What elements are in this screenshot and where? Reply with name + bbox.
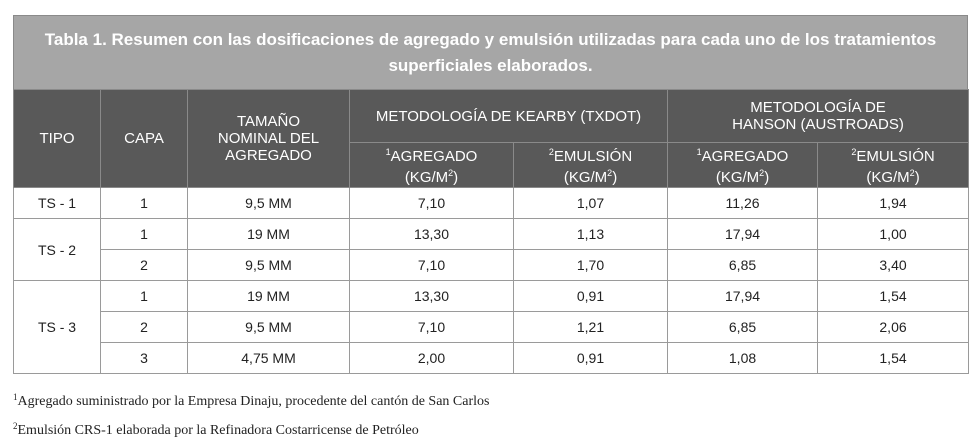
- dosage-table: [13, 89, 969, 374]
- footnote-mark: 1: [696, 147, 702, 157]
- cell-kearby-agregado: 2,00: [350, 343, 514, 374]
- header-kearby-agregado: [350, 143, 514, 188]
- cell-tipo: TS - 2: [14, 219, 101, 281]
- cell-hanson-agregado: 17,94: [668, 281, 818, 312]
- cell-capa: 1: [101, 188, 188, 219]
- footnotes: [13, 385, 489, 443]
- table-row: [14, 312, 969, 343]
- footnote-1: [13, 385, 489, 414]
- cell-tamano: 9,5 MM: [188, 188, 350, 219]
- footnote-mark: 2: [851, 147, 857, 157]
- table-row: [14, 281, 969, 312]
- cell-hanson-agregado: 6,85: [668, 312, 818, 343]
- cell-kearby-agregado: 13,30: [350, 281, 514, 312]
- unit-label: (KG/M: [715, 169, 760, 186]
- subheader-label: AGREGADO: [701, 148, 789, 165]
- header-tipo: TIPO: [14, 90, 101, 188]
- cell-hanson-emulsion: 2,06: [818, 312, 969, 343]
- header-kearby: METODOLOGÍA DE KEARBY (TXDOT): [350, 90, 668, 143]
- cell-hanson-emulsion: 1,54: [818, 343, 969, 374]
- header-hanson-agregado: [668, 143, 818, 188]
- cell-kearby-emulsion: 1,70: [514, 250, 668, 281]
- subheader-label: AGREGADO: [390, 148, 478, 165]
- cell-kearby-emulsion: 1,13: [514, 219, 668, 250]
- unit-exponent: 2: [909, 168, 915, 178]
- cell-tipo: TS - 1: [14, 188, 101, 219]
- header-hanson-emulsion: [818, 143, 969, 188]
- unit-label: (KG/M: [563, 169, 608, 186]
- cell-capa: 1: [101, 281, 188, 312]
- unit-exponent: 2: [448, 168, 454, 178]
- unit-label: (KG/M: [866, 169, 910, 186]
- cell-hanson-emulsion: 1,54: [818, 281, 969, 312]
- header-kearby-emulsion: [514, 143, 668, 188]
- cell-kearby-emulsion: 1,21: [514, 312, 668, 343]
- cell-hanson-agregado: 1,08: [668, 343, 818, 374]
- table-row: [14, 250, 969, 281]
- cell-hanson-agregado: 11,26: [668, 188, 818, 219]
- cell-capa: 2: [101, 250, 188, 281]
- cell-kearby-emulsion: 0,91: [514, 343, 668, 374]
- cell-tamano: 9,5 MM: [188, 250, 350, 281]
- unit-close: ): [914, 169, 920, 186]
- header-tamano: [188, 90, 350, 188]
- header-capa: CAPA: [101, 90, 188, 188]
- footnote-text: Agregado suministrado por la Empresa Dinaju, procedente del cantón de San Carlos: [17, 394, 490, 409]
- table-container: [13, 15, 968, 374]
- cell-tipo: TS - 3: [14, 281, 101, 374]
- unit-close: ): [612, 169, 618, 186]
- unit-exponent: 2: [607, 168, 613, 178]
- table-row: [14, 343, 969, 374]
- header-tamano-label: TAMAÑO NOMINAL DEL AGREGADO: [217, 113, 320, 164]
- unit-close: ): [453, 169, 459, 186]
- cell-kearby-agregado: 13,30: [350, 219, 514, 250]
- cell-hanson-agregado: 17,94: [668, 219, 818, 250]
- footnote-text: Emulsión CRS-1 elaborada por la Refinadora Costarricense de Petróleo: [17, 423, 419, 438]
- table-row: [14, 188, 969, 219]
- cell-kearby-emulsion: 1,07: [514, 188, 668, 219]
- cell-hanson-emulsion: 1,00: [818, 219, 969, 250]
- header-hanson-label: METODOLOGÍA DE HANSON (AUSTROADS): [732, 99, 904, 133]
- table-caption: Tabla 1. Resumen con las dosificaciones de agregado y emulsión utilizadas para cada uno de los tratamientos superficiales elaborados.: [13, 15, 968, 89]
- header-hanson: [668, 90, 969, 143]
- cell-tamano: 4,75 MM: [188, 343, 350, 374]
- footnote-mark: 1: [385, 147, 391, 157]
- cell-kearby-agregado: 7,10: [350, 188, 514, 219]
- cell-kearby-agregado: 7,10: [350, 250, 514, 281]
- cell-hanson-emulsion: 1,94: [818, 188, 969, 219]
- cell-capa: 3: [101, 343, 188, 374]
- cell-hanson-agregado: 6,85: [668, 250, 818, 281]
- cell-tamano: 19 MM: [188, 219, 350, 250]
- footnote-mark: 2: [13, 421, 18, 431]
- footnote-mark: 1: [13, 392, 18, 402]
- cell-capa: 1: [101, 219, 188, 250]
- table-row: [14, 219, 969, 250]
- cell-kearby-agregado: 7,10: [350, 312, 514, 343]
- cell-capa: 2: [101, 312, 188, 343]
- cell-tamano: 9,5 MM: [188, 312, 350, 343]
- footnote-2: [13, 414, 489, 443]
- cell-hanson-emulsion: 3,40: [818, 250, 969, 281]
- unit-label: (KG/M: [404, 169, 449, 186]
- unit-exponent: 2: [759, 168, 765, 178]
- cell-tamano: 19 MM: [188, 281, 350, 312]
- subheader-label: EMULSIÓN: [856, 148, 935, 165]
- unit-close: ): [764, 169, 770, 186]
- footnote-mark: 2: [548, 147, 554, 157]
- subheader-label: EMULSIÓN: [553, 148, 633, 165]
- cell-kearby-emulsion: 0,91: [514, 281, 668, 312]
